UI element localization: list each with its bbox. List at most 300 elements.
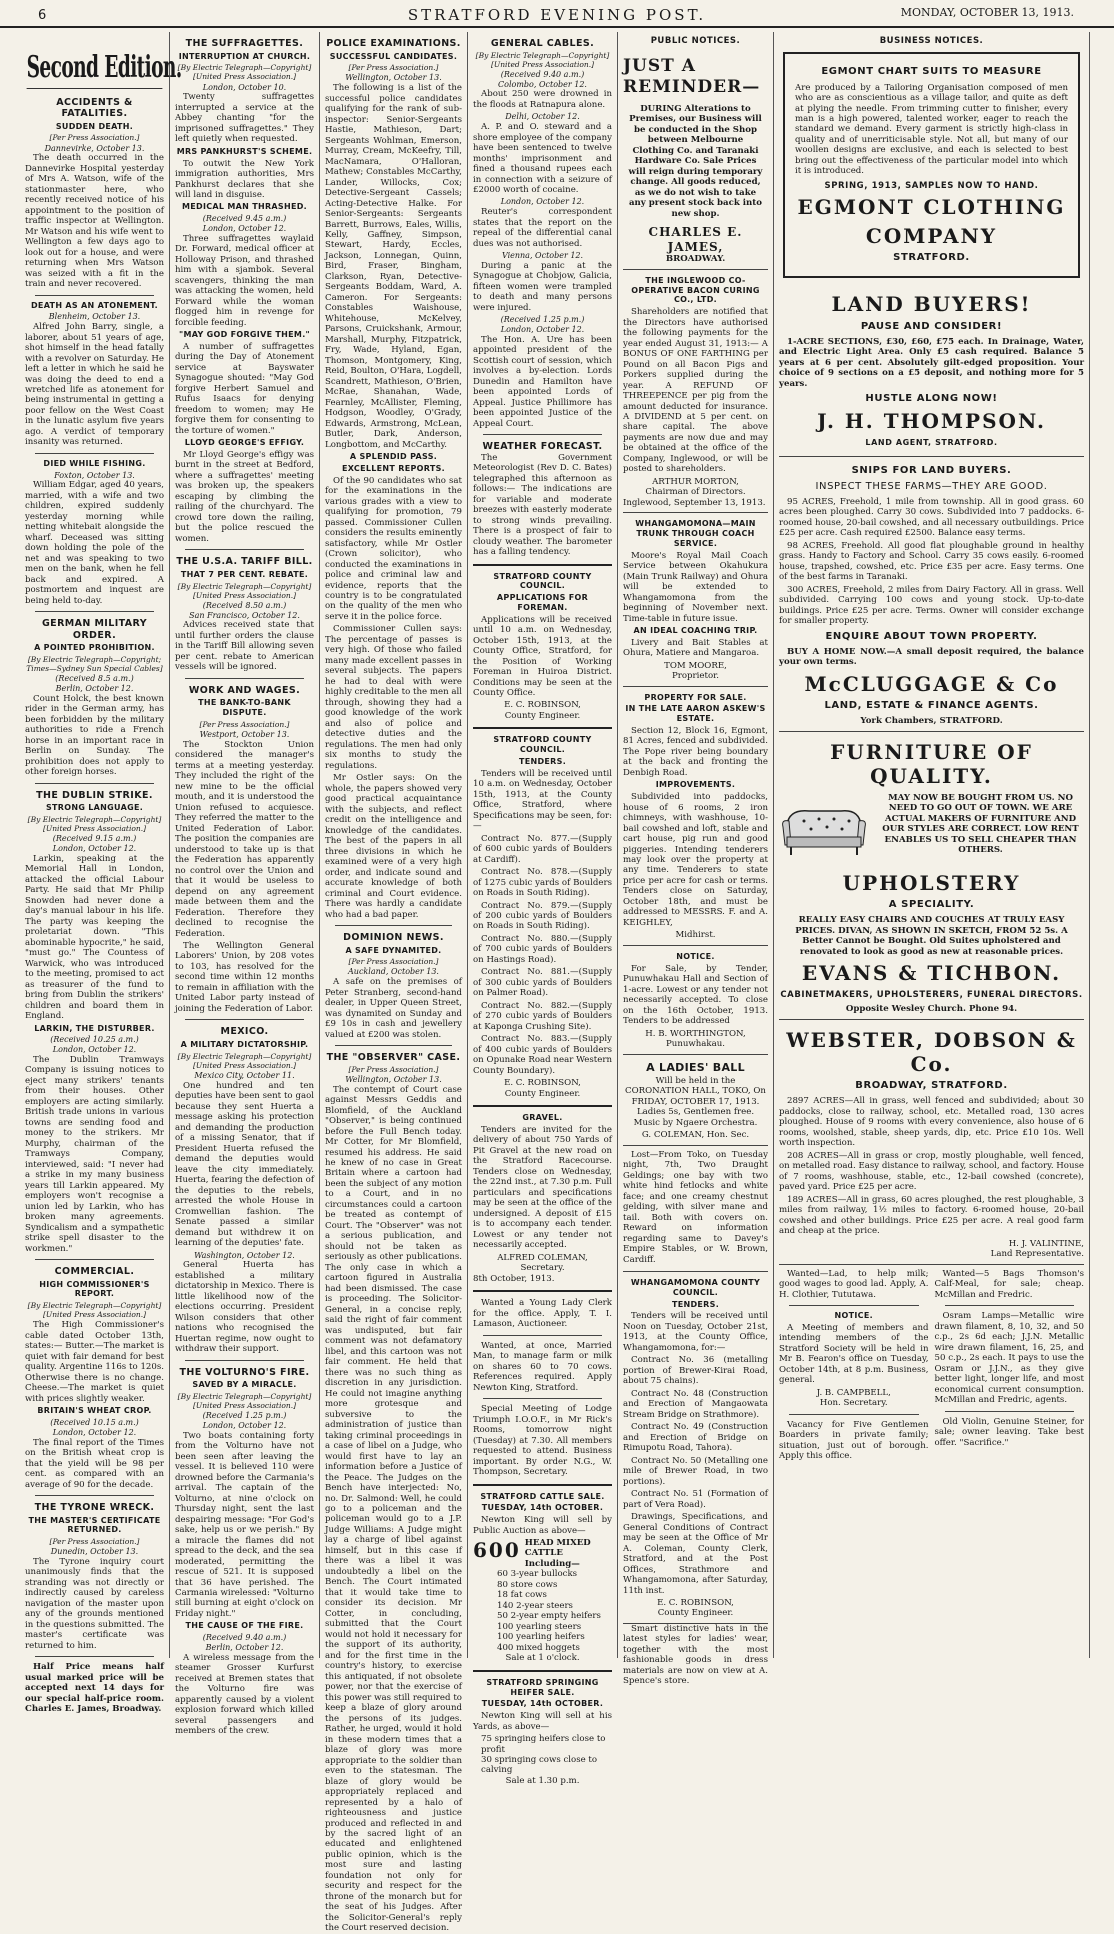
article-body: The final report of the Times on the British wheat crop is that the yield will be 98 per cent. as compared with an average of 90 for the decade. <box>25 1437 164 1490</box>
list-item: 80 store cows <box>497 1579 558 1590</box>
signature: ARTHUR MORTON, <box>652 476 739 487</box>
public-notices-header: PUBLIC NOTICES. <box>650 36 741 46</box>
agency-line: [Per Press Association.] <box>199 719 290 729</box>
article-subtitle: INTERRUPTION AT CHURCH. <box>178 51 311 61</box>
agency-line: [By Electric Telegraph—Copyright; Times—Sydney Sun Special Cables] <box>26 655 163 674</box>
list-item: Contract No. 877.—(Supply of 600 cubic yards of Boulders at Cardiff). <box>473 833 612 865</box>
article-subtitle: THE MASTER'S CERTIFICATE RETURNED. <box>28 1515 161 1535</box>
notice-subtitle: IMPROVEMENTS. <box>655 780 736 790</box>
article-title: THE CAUSE OF THE FIRE. <box>185 1621 304 1631</box>
divider <box>35 1656 154 1657</box>
ad-title: LAND BUYERS! <box>831 292 1032 317</box>
ad-subtitle: UPHOLSTERY <box>842 870 1021 895</box>
article-body: Mr Lloyd George's effigy was burnt in the street at Bedford, where a suffragettes' meeting was broken up, the speakers escaping by climbing the railing of the churchyard. The crowd tore down the railing, but the police rescued the women. <box>175 449 314 544</box>
divider <box>185 549 304 550</box>
dateline: London, October 10. <box>202 82 287 92</box>
article-body: To outwit the New York immigration authorities, Mrs Pankhurst declares that she will land in disguise. <box>175 158 314 200</box>
agency-line: [Per Press Association.] <box>348 63 439 73</box>
list-item: Contract No. 882.—(Supply of 270 cubic yards of Boulders at Kaponga Crushing Site). <box>473 1000 612 1032</box>
received-line: (Received 9.40 a.m.) <box>202 1633 287 1643</box>
list-item: Contract No. 50 (Metalling one mile of Brewer Road, in two portions). <box>623 1455 768 1487</box>
article-body: One hundred and ten deputies have been sent to gaol because they sent Huerta a message asking his protection and demanding the production of a missing Senator, that if President Huerta refused the demand the deputies would leave the city immediately. Huerta, fearing the defection of the deputies to the rebels, arrested the whole House in Cromwellian fashion. The Senate passed a similar demand but withdrew it on learning of the deputies' fate. <box>175 1080 314 1249</box>
article-body: About 250 were drowned in the floods at Ratnapura alone. <box>473 89 612 110</box>
sale-time: Sale at 1.30 p.m. <box>505 1775 580 1786</box>
article-subtitle: EXCELLENT REPORTS. <box>341 463 446 473</box>
article-body: Of the 90 candidates who sat for the examinations in the various grades with a view to qualifying for promotion, 79 passed. Commissioner Cullen considers the results eminently satisfactory, while Mr Ostler (Crown solicitor), who conducted the examinations in police and criminal law and evidence, reports that the country is to be congratulated on the quality of the men who serve it in the police force. <box>325 475 463 622</box>
heifer-list <box>473 1734 612 1776</box>
article-body: The death occurred in the Dannevirke Hospital yesterday of Mrs A. Watson, wife of the stationmaster here, who recently received notice of his appointment to the position of traffic inspector at Wellington. Mr Watson and his wife went to Wellington a few days ago to look out for a house, and were returning when Mrs Watson was seized with a fit in the train and never recovered. <box>25 153 164 290</box>
notice-subtitle: TENDERS. <box>671 1299 720 1309</box>
agency-line: [By Electric Telegraph—Copyright] [United Press Association.] <box>177 1051 312 1070</box>
divider <box>35 295 154 296</box>
cattle-lot <box>473 1538 612 1569</box>
article-title: SUDDEN DEATH. <box>55 121 134 131</box>
dateline: Dannevirke, October 13. <box>44 143 145 153</box>
list-item: 189 ACRES—All in grass, 60 acres ploughed, the rest ploughable, 3 miles from railway, 1½ miles to factory. 6-roomed house, 20-bail cowshed and other buildings. Price £25 per acre. A real good farm and cheap at the price. <box>779 1194 1084 1237</box>
edition-heading: Second Edition. <box>27 52 163 89</box>
notice-title: A LADIES' BALL <box>646 1060 745 1074</box>
dateline: Blenheim, October 13. <box>48 312 141 322</box>
notice-body: Shareholders are notified that the Directors have authorised the following payments for the year ended August 31, 1913:— A BONUS OF ONE FARTHING per Pound on all Bacon Pigs and Porkers supplied during the year. A REFUND OF THREEPENCE per pig from the amount deducted for insurance. A DIVIDEND at 5 per cent. on share capital. The above payments are now due and may be obtained at the office of the Company, Inglewood, or will be posted to shareholders. <box>623 307 768 475</box>
notice-title: STRATFORD COUNTY COUNCIL. <box>493 571 592 591</box>
ball-notice <box>623 1055 768 1146</box>
divider <box>35 783 154 784</box>
ad-body: REALLY EASY CHAIRS AND COUCHES AT TRULY EASY PRICES. DIVAN, AS SHOWN IN SKETCH, FROM 52 5s. A Better Cannot be Bought. Old Suites upholstered and renovated to look as good as new at reasonable prices. <box>795 915 1068 957</box>
dateline: Auckland, October 13. <box>348 967 439 977</box>
divider <box>473 1670 612 1672</box>
dateline: London, October 12. <box>52 1427 137 1437</box>
list-item: 140 2-year steers <box>497 1600 573 1611</box>
company-trades: CABINETMAKERS, UPHOLSTERERS, FUNERAL DIRECTORS. <box>780 989 1083 1000</box>
ad-body: 1-ACRE SECTIONS, £30, £60, £75 each. In Drainage, Water, and Electric Light Area. Only £5 cash required. Balance 5 years at 6 per cent. Absolutely gilt-edged proposition. Your choice of 9 sections on a £5 deposit, and nothing more for 5 years. <box>779 336 1084 389</box>
notice-body: Drawings, Specifications, and General Conditions of Contract may be seen at the Office of Mr A. Coleman, County Clerk, Stratford, and at the Post Offices, Strathmore and Whangamomona, after Saturday, 11th inst. <box>623 1512 768 1596</box>
notice-date: 8th October, 1913. <box>473 1273 555 1284</box>
article-body: The Stockton Union considered the manager's terms at a meeting yesterday. They included the right of the new mine to be the official mouth, and it is understood the Union refused to acquiesce. They referred the matter to the United Federation of Labor. The position the companies are understood to take up is that the Federation has apparently no control over the Union and that it would be useless to depend on any agreement made between them and the Federation. Therefore they declined to recognise the Federation. <box>175 739 314 939</box>
article-body: Three suffragettes waylaid Dr. Forward, medical officer at Holloway Prison, and thrashed him with a sjambok. Several scavengers, thinking the man was attacking the women, held Forward while the woman flogged him in revenge for forcible feeding. <box>175 233 314 328</box>
list-item: 95 ACRES, Freehold, 1 mile from township. All in good grass. 60 acres been ploughed. Carry 30 cows. Subdivided into 7 paddocks. 6-roomed house, 20-bail cowshed, and all necessary outbuildings. Price £25 per acre. Cash required £2500. Balance easy terms. <box>779 496 1084 539</box>
article-body: Two boats containing forty from the Volturno have not been seen after leaving the vessel. It is believed 110 were drowned before the Carmania's arrival. The captain of the Volturno, at nine o'clock on Thursday night, sent the last despairing message: "For God's sake, help us or we perish." By a miracle the flames did not spread to the deck, and the sea moderated, permitting the rescue of 521. It is supposed that 36 have perished. The Carmania wirelessed: "Volturno still burning at eight o'clock on Friday night." <box>175 1430 314 1619</box>
agency-line: [By Electric Telegraph—Copyright] [United Press Association.] <box>177 581 312 600</box>
list-item: 75 springing heifers close to profit <box>481 1734 606 1755</box>
classifieds-row <box>779 1265 1084 1464</box>
classified-ad: Wanted, at once, Married Man, to manage farm or milk on shares 60 to 70 cows. References required. Apply Newton King, Stratford. <box>473 1340 612 1393</box>
notice-title: NOTICE. <box>834 1311 873 1321</box>
article-title: WEATHER FORECAST. <box>482 441 603 453</box>
newspaper-title: STRATFORD EVENING POST. <box>407 6 707 24</box>
article-title: THE SUFFRAGETTES. <box>185 38 304 49</box>
business-notices-header: BUSINESS NOTICES. <box>879 36 984 46</box>
dateline: Berlin, October 12. <box>55 684 134 694</box>
article-title: THE DUBLIN STRIKE. <box>36 789 153 801</box>
masthead <box>0 0 1114 28</box>
dateline: Vienna, October 12. <box>501 251 584 261</box>
notice-subtitle: APPLICATIONS FOR FOREMAN. <box>496 593 589 612</box>
signature-title: County Engineer. <box>504 710 581 721</box>
agent-name: J. H. THOMPSON. <box>817 409 1046 434</box>
agent-signature: LAND, ESTATE & FINANCE AGENTS. <box>824 700 1039 712</box>
article-body: Larkin, speaking at the Memorial Hall in London, attacked the official Labour Party. He said that Mr Philip Snowden had never done a day's manual labour in his life. The party was keeping the proletariat down. "This abominable hypocrite," he said, "must go." The Countess of Warwick, who was introduced to the meeting, promised to act as treasurer of the fund to bring from Dublin the strikers' children and board them in England. <box>25 853 164 1022</box>
agency-line: [Per Press Association.] <box>348 1064 439 1074</box>
list-item: 208 ACRES—All in grass or crop, mostly ploughable, well fenced, on metalled road. Easy distance to railway, school, and factory. House of 7 rooms, washhouse, stable, etc., 12-bail cowshed (concrete), paved yard. Price £25 per acre. <box>779 1150 1084 1193</box>
dateline: London, October 12. <box>52 844 137 854</box>
divider <box>473 727 612 729</box>
signature: E. C. ROBINSON, <box>504 1078 581 1089</box>
dateline: Dunedin, October 13. <box>50 1547 139 1557</box>
divider <box>335 925 452 926</box>
signature-title: Secretary. <box>520 1263 565 1274</box>
dateline: Westport, October 13. <box>199 730 290 740</box>
notice-title: GRAVEL. <box>522 1113 563 1123</box>
article-body: The contempt of Court case against Messrs Geddis and Blomfield, of the Auckland "Observer," is being continued before the Full Bench today. Mr Cotter, for Mr Blomfield, resumed his address. He said he knew of no case in Great Britain where a cartoon had been the subject of any motion to a Court, and in no circumstances could a cartoon be treated as contempt of Court. The "Observer" was not a serious publication, and should not be taken as seriously as other publications. The only case in which a cartoon figured in Australia had been dismissed. The case is proceeding. The Solicitor-General, in a concise reply, said the right of fair comment was undisputed, but fair comment was not defamatory libel, and this cartoon was not fair comment. He held that there was no such thing as discretion in any jurisdiction. He could not imagine anything more grotesque and subversive to the administration of justice than taking criminal proceedings in a case of libel on a Judge, who would first have to lay an information before a Justice of the Peace. The Judges on the Bench have interjected: No, no. Dr. Salmond: Well, he could go to a policeman and the policeman would go to a J.P. Judge Williams: A Judge might lay a charge of libel against himself, but in this case if there was a libel it was undoubtedly a libel on the Bench. The Court intimated that it would take time to consider its decision. Mr Cotter, in concluding, submitted that the Court would not hold it necessary for the support of its authority, and for the first time in the country's history, to exercise this antiquated, if not obsolete power, nor that the exercise of this power was still required to keep a blaze of glory around the persons of its judges. Rather, he urged, would it hold in these modern times that a blaze of glory was more appropriate to the soldier than even to the statesman. The blaze of glory would be appropriately replaced and represented by a halo of righteousness and justice produced and reflected in and by the sacred light of an educated and enlightened public opinion, which is the most sure and lasting foundation not only for security and respect for the throne of the monarch but for the seat of his Judges. After the Solicitor-General's reply the Court reserved decision. <box>325 1084 462 1934</box>
agency-line: [By Electric Telegraph—Copyright] [United Press Association.] <box>177 63 312 82</box>
agency-line: [By Electric Telegraph—Copyright] [United Press Association.] <box>177 1391 312 1411</box>
divider <box>945 1305 1075 1306</box>
notice-body: For Sale, by Tender, Punuwhakau Hall and Section of 1-acre. Lowest or any tender not necessarily accepted. To close on the 16th October, 1913. Tenders to be addressed <box>623 963 768 1027</box>
ad-address: BROADWAY. <box>665 254 726 265</box>
dateline: Washington, October 12. <box>194 1250 295 1260</box>
list-item: 30 springing cows close to calving <box>481 1754 598 1776</box>
list-item: Contract No. 36 (metalling portion of Brewer-Kirai Road, about 75 chains). <box>623 1355 768 1387</box>
article-subtitle: SAVED BY A MIRACLE. <box>192 1380 297 1390</box>
list-item: 400 mixed hoggets <box>497 1642 580 1653</box>
article-title: "MAY GOD FORGIVE THEM." <box>178 330 311 340</box>
notice-body: Tenders will be received until Noon on Tuesday, October 21st, 1913, at the County Office, Whangamomona, for:— <box>623 1311 768 1353</box>
article-body: Commissioner Cullen says: The percentage of passes is very high. Of those who failed many made excellent passes in several subjects. The papers he had to deal with were highly creditable to the men all through, showing they had a good knowledge of the work and also of police and detective duties and the regulations. The men had only six months to study the regulations. <box>325 624 462 771</box>
column-3 <box>320 32 468 1934</box>
article-title: POLICE EXAMINATIONS. <box>326 38 461 49</box>
article-title: MEXICO. <box>220 1026 269 1038</box>
list-item: Contract No. 880.—(Supply of 700 cubic yards of Boulders on Hastings Road). <box>473 933 612 965</box>
list-item: 60 3-year bullocks <box>497 1569 578 1580</box>
article-title: MRS PANKHURST'S SCHEME. <box>176 146 313 156</box>
notice-subtitle: TUESDAY, 14th OCTOBER. <box>481 1503 604 1513</box>
received-line: (Received 1.25 p.m.) <box>500 315 585 325</box>
article-subtitle: A MILITARY DICTATORSHIP. <box>180 1039 309 1049</box>
signature: E. C. ROBINSON, <box>504 700 581 711</box>
notice-body: Tenders will be received until 10 a.m. on Wednesday, October 15th, 1913, at the County Office, Stratford, where Specifications may be seen, for:— <box>473 768 612 832</box>
agent-signature: LAND AGENT, STRATFORD. <box>865 437 998 447</box>
article-subtitle: STRONG LANGUAGE. <box>45 803 144 813</box>
dateline: San Francisco, October 12. <box>189 610 300 620</box>
article-title: GENERAL CABLES. <box>490 38 595 49</box>
divider <box>185 678 304 679</box>
notice-body: A Meeting of members and intending members of the Stratford Society will be held in Mr B. Fearon's office on Tuesday, October 14th, at 8 p.m. Business, general. <box>779 1322 929 1386</box>
dateline: Delhi, October 12. <box>505 112 580 122</box>
article-body: The High Commissioner's cable dated October 13th, states:— Butter.—The market is quiet with fair demand for best quality. Argentine 116s to 120s. Otherwise there is no change. Cheese.—The market is quiet with prices slightly weaker. <box>25 1320 164 1404</box>
notice-body: Tenders are invited for the delivery of about 750 Yards of Pit Gravel at the new road on the Stratford Racecourse. Tenders close on Wednesday, the 22nd inst., at 7.30 p.m. Full particulars and specifications may be seen at the office of the undersigned. A deposit of £15 is to accompany each tender. Lowest or any tender not necessarily accepted. <box>473 1124 612 1251</box>
signature: E. C. ROBINSON, <box>657 1597 734 1608</box>
divider <box>35 453 154 454</box>
article-subtitle: SUCCESSFUL CANDIDATES. <box>329 51 458 61</box>
divider <box>483 1398 602 1399</box>
agency-line: [Per Press Association.] <box>348 957 439 967</box>
divider <box>483 1335 602 1336</box>
article-subtitle: THE BANK-TO-BANK DISPUTE. <box>198 698 291 718</box>
agent-address: York Chambers, STRATFORD. <box>860 716 1003 727</box>
article-title: THE VOLTURNO'S FIRE. <box>179 1366 310 1378</box>
dateline: Wellington, October 13. <box>345 73 442 83</box>
divider <box>473 1484 612 1486</box>
signature-title: County Engineer. <box>504 1088 581 1099</box>
received-line: (Received 9.45 a.m.) <box>202 214 287 224</box>
classified-ad: Wanted—Lad, to help milk; good wages to good lad. Apply, A. H. Clothier, Tututawa. <box>779 1268 929 1300</box>
column-1 <box>20 32 182 1715</box>
signature: G. COLEMAN, Hon. Sec. <box>641 1130 750 1141</box>
divider <box>789 1414 919 1415</box>
article-subtitle: A SAFE DYNAMITED. <box>345 945 442 955</box>
notice-title: STRATFORD SPRINGING HEIFER SALE. <box>486 1677 599 1697</box>
list-item: Contract No. 883.—(Supply of 400 cubic yards of Boulders on Opunake Road near Western County Boundary). <box>473 1034 612 1076</box>
article-title: A SPLENDID PASS. <box>349 452 438 462</box>
notice-title: WHANGAMOMONA—MAIN TRUNK THROUGH COACH SERVICE. <box>635 519 756 548</box>
list-item: 50 2-year empty heifers <box>497 1611 601 1622</box>
dateline: Berlin, October 12. <box>205 1642 284 1652</box>
company-name: WEBSTER, DOBSON & Co. <box>786 1027 1077 1076</box>
ad-title: SNIPS FOR LAND BUYERS. <box>851 464 1012 476</box>
ad-signature: CHARLES E. JAMES, <box>648 225 743 254</box>
section-heading: ACCIDENTS & FATALITIES. <box>56 96 133 120</box>
article-body: Twenty suffragettes interrupted a service at the Abbey chanting "for the imprisoned suffragettes." They left quietly when requested. <box>175 92 314 145</box>
notice-title: THE INGLEWOOD CO-OPERATIVE BACON CURING CO., LTD. <box>631 275 760 305</box>
article-title: HIGH COMMISSIONER'S REPORT. <box>39 1279 150 1299</box>
article-body: Count Holck, the best known rider in the German army, has been forbidden by the military authorities to ride a French horse in an important race in Berlin on Sunday. The prohibition does not apply to other foreign horses. <box>25 693 164 778</box>
classified-ad: Wanted—5 Bags Thomson's Calf-Meal, for sale; cheap. McMillan and Fredric. <box>934 1268 1084 1300</box>
company-name: EGMONT CLOTHING <box>797 195 1066 220</box>
property-sale-notice <box>623 687 768 946</box>
article-body: The Hon. A. Ure has been appointed president of the Scottish court of session, which involves a by-election. Lords Dunedin and Hamilton have been appointed Lords of Appeal. Justice Phillimore has been appointed Justice of the Appeal Court. <box>473 334 612 429</box>
article-title: DIED WHILE FISHING. <box>43 458 146 468</box>
list-item: Contract No. 49 (Construction and Erection of Bridge on Rimupotu Road, Tahora). <box>623 1422 768 1454</box>
signature-title: Hon. Secretary. <box>819 1398 888 1409</box>
article-title: DOMINION NEWS. <box>343 932 444 944</box>
dateline: London, October 12. <box>202 223 287 233</box>
notice-body: Section 12, Block 16, Egmont, 81 Acres, fenced and subdivided. The Pope river being boundary at the back and fronting the Denbigh Road. <box>623 725 768 778</box>
cattle-list <box>473 1569 612 1653</box>
notice-subtitle: TUESDAY, 14th OCTOBER. <box>481 1699 604 1709</box>
notice-subtitle: AN IDEAL COACHING TRIP. <box>633 625 758 635</box>
article-title: MEDICAL MAN THRASHED. <box>181 202 308 212</box>
notice-date: Inglewood, September 13, 1913. <box>623 497 766 508</box>
agent-name: McCLUGGAGE & Co <box>804 671 1059 696</box>
dateline: Mexico City, October 11. <box>194 1071 295 1080</box>
article-title: THE TYRONE WRECK. <box>34 1502 155 1513</box>
land-buyers-ad <box>779 284 1084 456</box>
article-body: A safe on the premises of Peter Stranberg, second-hand dealer, in Upper Queen Street, was dynamited on Sunday and £9 10s in cash and jewellery valued at £200 was stolen. <box>325 977 462 1040</box>
dateline: Colombo, October 12. <box>498 79 587 89</box>
divider <box>185 1019 304 1020</box>
ad-title: EGMONT CHART SUITS TO MEASURE <box>821 66 1042 78</box>
notice-body: Moore's Royal Mail Coach Service between Okahukura (Main Trunk Railway) and Ohura will be extended to Whangamomona from the beginning of November next. Time-table in future issue. <box>623 550 768 624</box>
egmont-clothing-ad <box>783 52 1080 278</box>
article-body: The following is a list of the successful police candidates qualifying for the rank of sub-inspector: Senior-Sergeants Hastie, Mathieson, Dart; Sergeants Wohlman, Emerson, Murray, Cream, McKeefry, Till, MacNamara, O'Halloran, Mathew; Constables McCarthy, Lander, Willocks, Cox; Detective-Sergeant Cassels; Acting-Detective Halke. For Senior-Sergeants: Sergeants Barrett, Burrows, Eales, Willis, Kelly, Gaffney, Simpson, Stewart, Hardy, Eccles, Jackson, Lonnegan, Quinn, Bird, Fraser, Bingham, Clarkson, Ryan, Detective-Sergeants Boddam, Ward, A. Cameron. For Sergeants: Constables Waishouse, Whitehouse, McKelvey, Parsons, Cruickshank, Armour, Marshall, Murphy, Fitzpatrick, Fry, Wade, Hyland, Egan, Thomson, Montgomery, King, Reid, Boulton, O'Hara, Logdell, Scandrett, Mathieson, O'Brien, McRae, Shanahan, Wade, Fearnley, McAllister, Fleming, Hodgson, Woodley, O'Grady, Edwards, Armstrong, McLean, Butler, Dark, Anderson, Longbottom, and McCarthy. <box>325 83 462 450</box>
signature-title: Chairman of Directors. <box>645 487 746 498</box>
company-name: COMPANY <box>865 223 998 248</box>
reminder-ad <box>623 52 768 270</box>
list-item: 100 yearling heifers <box>497 1632 585 1643</box>
list-item: 2897 ACRES—All in grass, well fenced and subdivided; about 30 paddocks, close to railway, school, etc. Metalled road, 130 acres ploughed. House of 9 rooms with every convenience, also house of 6 rooms, woolshed, stable, sheep yards, dip, etc. Price £10 10s. Well worth inspection. <box>779 1096 1084 1149</box>
company-name: EVANS & TICHBON. <box>801 961 1062 986</box>
article-body: Alfred John Barry, single, a laborer, about 51 years of age, shot himself in the head fatally with a revolver on Saturday. He left a letter in which he said he was doing the deed to end a wretched life as atonement for being instrumental in getting a poor fellow on the West Coast in the lunatic asylum five years ago. A verdict of temporary insanity was returned. <box>25 322 164 448</box>
notice-body: Lost—From Toko, on Tuesday night, 7th, Two Draught Geldings; one bay with two white hind fetlocks and white face; and one creamy chestnut gelding, with silver mane and tail. Both with covers on. Reward on information regarding same to Davey's Empire Stables, or W. Brown, Cardiff. <box>623 1149 768 1265</box>
article-body: During a panic at the Synagogue at Chobjow, Galicia, fifteen women were trampled to death and many persons were injured. <box>473 260 612 313</box>
ad-callout: ENQUIRE ABOUT TOWN PROPERTY. <box>825 630 1038 642</box>
notice-subtitle: IN THE LATE AARON ASKEW'S ESTATE. <box>625 704 766 724</box>
divider <box>35 1259 154 1260</box>
notice-body: Subdivided into paddocks, house of 6 rooms, 2 iron chimneys, with washhouse, 10-bail cowshed and loft, stable and cart house, pig run and good piggeries. Intending tenderers may look over the property at any time. Tenderers to state price per acre for cash or terms. Tenders close on Saturday, October 18th, and must be addressed to MESSRS. F. and A. KEIGHLEY, <box>623 792 768 928</box>
classified-ad: Special Meeting of Lodge Triumph I.O.O.F., in Mr Rick's Rooms, tomorrow night (Tuesday) at 7.30. All members requested to attend. Business important. By order N.G., W. Thompson, Secretary. <box>473 1404 612 1478</box>
notice-body: Livery and Bait Stables at Ohura, Matiere and Mangaroa. <box>623 637 768 659</box>
divider <box>473 564 612 566</box>
article-body: Advices received state that until further orders the clause in the Tariff Bill allowing seven per cent. rebate to American vessels will be ignored. <box>175 620 314 673</box>
cattle-label: HEAD MIXED CATTLE Including— <box>524 1537 591 1569</box>
dateline: London, October 12. <box>52 1045 137 1055</box>
notice-subtitle: TENDERS. <box>518 756 567 766</box>
section-heading: COMMERCIAL. <box>54 1266 135 1278</box>
ad-subtitle: SPRING, 1913, SAMPLES NOW TO HAND. <box>824 180 1039 191</box>
signature-title: County Engineer. <box>657 1608 734 1619</box>
received-line: (Received 8.5 a.m.) <box>55 674 134 684</box>
list-item: Contract No. 51 (Formation of part of Vera Road). <box>623 1489 768 1510</box>
divider <box>789 1305 919 1306</box>
list-item: Contract No. 881.—(Supply of 300 cubic yards of Boulders on Palmer Road). <box>473 967 612 999</box>
list-item: 300 ACRES, Freehold, 2 miles from Dairy Factory. All in grass. Well subdivided. Carrying 100 cows and young stock. Up-to-date buildings. Price £25 per acre. Terms. Owner will consider exchange for smaller property. <box>779 584 1084 627</box>
webster-dobson-ad <box>779 1020 1084 1265</box>
signature-title: Proprietor. <box>671 671 720 682</box>
article-body: The Dublin Tramways Company is issuing notices to eject many strikers' tenants from their houses. Other employers are acting similarly. British trade unions in various towns are sending food and money to the strikers. Mr Murphy, chairman of the Tramways Company, interviewed, said: "I never had a strike in my many business years till Larkin appeared. My employers won't recognise a union led by Larkin, who has broken many agreements. Syndicalism and a sympathetic strike spell disaster to the workmen." <box>25 1054 164 1254</box>
article-body: A wireless message from the steamer Grosser Kurfurst received at Bremen states that the Volturno fire was apparently caused by a violent explosion forward which killed several passengers and members of the crew. <box>175 1652 314 1737</box>
list-item: Contract No. 878.—(Supply of 1275 cubic yards of Boulders on Roads in South Riding). <box>473 867 612 899</box>
classified-ad: Smart distinctive hats in the latest styles for ladies' wear, together with the most fashionable goods in dress materials are now on view at A. Spence's store. <box>623 1623 768 1687</box>
ad-subtitle: INSPECT THESE FARMS—THEY ARE GOOD. <box>815 480 1048 492</box>
ad-tagline: HUSTLE ALONG NOW! <box>865 393 998 405</box>
lost-horses-notice <box>623 1146 768 1272</box>
notice-title: NOTICE. <box>676 951 715 961</box>
company-address: Opposite Wesley Church. Phone 94. <box>845 1004 1018 1015</box>
ad-body: DURING Alterations to Premises, our Business will be conducted in the Shop between Melbourne Clothing Co. and Taranaki Hardware Co. Sale Prices will reign during temporary change. All goods reduced, as we do not wish to take any present stock back into new shop. <box>628 103 763 219</box>
bacon-company-notice <box>623 270 768 513</box>
received-line: (Received 9.15 a.m.) <box>52 834 137 844</box>
dateline: Foxton, October 13. <box>54 470 135 480</box>
ad-speciality: A SPECIALITY. <box>888 899 975 911</box>
received-line: (Received 1.25 p.m.) <box>202 1411 287 1421</box>
page-number: 6 <box>38 8 47 23</box>
article-title: WORK AND WAGES. <box>188 684 301 696</box>
received-line: (Received 8.50 a.m.) <box>202 600 287 610</box>
received-line: (Received 10.25 a.m.) <box>50 1035 139 1045</box>
article-body: The Tyrone inquiry court unanimously finds that the stranding was not directly or indirectly caused by careless navigation of the master upon any of the grounds mentioned in the questions submitted. The master's certificate was returned to him. <box>25 1556 164 1651</box>
signature-title: Punuwhakau. <box>666 1039 725 1050</box>
list-item: Contract No. 48 (Construction and Erection of Mangaowata Stream Bridge on Strathmore). <box>623 1388 768 1420</box>
signature: H. J. VALINTINE, <box>1008 1238 1084 1249</box>
list-item: Contract No. 879.—(Supply of 200 cubic yards of Boulders on Roads in South Riding). <box>473 900 612 932</box>
notice-body: Newton King will sell at his Yards, as above— <box>473 1711 612 1732</box>
article-title: DEATH AS AN ATONEMENT. <box>30 300 158 310</box>
contract-list <box>473 834 612 1077</box>
article-body: Reuter's correspondent states that the report on the repeal of the differential canal dues was not authorised. <box>473 207 612 249</box>
dateline: London, October 12. <box>500 325 585 335</box>
agency-line: [Per Press Association.] <box>49 133 140 143</box>
article-title: LARKIN, THE DISTURBER. <box>34 1023 155 1033</box>
agency-line: [By Electric Telegraph—Copyright] [United Press Association.] <box>27 815 162 834</box>
article-body: A number of suffragettes during the Day of Atonement service at Bayswater Synagogue shouted: "May God forgive Herbert Samuel and Rufus Isaacs for denying freedom to women; may He forgive them for consenting to the torture of women." <box>175 341 314 436</box>
article-title: GERMAN MILITARY ORDER. <box>41 618 147 641</box>
article-body: Mr Ostler says: On the whole, the papers showed very good practical acquaintance with the subjects, and reflect credit on the intelligence and knowledge of the candidates. The best of the papers in all three divisions in which he examined were of a very high order, and indicate sound and accurate knowledge of both criminal and Court evidence. There was hardly a candidate who had a bad paper. <box>325 773 462 920</box>
issue-date: MONDAY, OCTOBER 13, 1913. <box>900 6 1074 19</box>
classified-ad: Old Violin, Genuine Steiner, for sale; owner leaving. Take best offer. "Sacrifice." <box>934 1416 1084 1448</box>
divan-sketch-icon <box>779 797 869 863</box>
list-item: 18 fat cows <box>497 1590 547 1601</box>
ad-body: MAY NOW BE BOUGHT FROM US. NO NEED TO GO OUT OF TOWN. WE ARE ACTUAL MAKERS OF FURNITURE AND OUR STYLES ARE CORRECT. LOW RENT ENABLES US TO SELL CHEAPER THAN OTHERS. <box>882 792 1079 856</box>
sale-time: Sale at 1 o'clock. <box>505 1653 580 1664</box>
notice-body: Applications will be received until 10 a.m. on Wednesday, October 15th, 1913, at the County Office, Stratford, for the Position of Working Foreman in Huiroa District. Conditions may be seen at the County Office. <box>473 614 612 698</box>
divider <box>185 1360 304 1361</box>
divider <box>473 1105 612 1107</box>
signature-title: Land Representative. <box>990 1249 1084 1260</box>
notice-title: STRATFORD COUNTY COUNCIL. <box>493 735 592 755</box>
article-body: The Government Meteorologist (Rev D. C. Bates) telegraphed this afternoon as follows:— The indications are for variable and moderate breezes with easterly moderate to strong winds prevailing. There is a prospect of fair to cloudy weather. The barometer has a falling tendency. <box>473 452 612 558</box>
signature: J. B. CAMPBELL, <box>816 1387 891 1398</box>
article-body: General Huerta has established a military dictatorship in Mexico. There is little likelihood now of the elections occurring. President Wilson considers that other nations who recognised the Huertan regime, now ought to withdraw their support. <box>175 1260 314 1355</box>
agency-line: [By Electric Telegraph—Copyright] [United Press Association.] <box>475 50 610 69</box>
article-title: THE U.S.A. TARIFF BILL. <box>176 556 313 568</box>
ad-title: JUST A REMINDER— <box>623 56 761 98</box>
county-tenders-notice <box>623 1272 768 1624</box>
signature: Midhirst. <box>675 930 716 941</box>
divider <box>335 1045 452 1046</box>
column-6 <box>774 32 1090 1658</box>
snips-ad <box>779 457 1084 732</box>
signature: H. B. WORTHINGTON, <box>645 1028 746 1039</box>
article-subtitle: A POINTED PROHIBITION. <box>34 643 155 653</box>
classified-ad: Vacancy for Five Gentlemen Boarders in private family; situation, just out of borough. Apply this office. <box>779 1419 929 1462</box>
article-title: THE "OBSERVER" CASE. <box>326 1052 461 1064</box>
divider <box>35 1495 154 1496</box>
company-address: BROADWAY, STRATFORD. <box>855 1080 1008 1092</box>
coach-service-notice <box>623 513 768 686</box>
article-body: A. P. and O. steward and a shore employee of the company have been sentenced to twelve months' imprisonment and fined a thousand rupees each in connection with a seizure of £2000 worth of cocaine. <box>473 122 612 195</box>
divider <box>35 611 154 612</box>
column-5 <box>618 32 774 1687</box>
article-body: William Edgar, aged 40 years, married, with a wife and two children, expired suddenly yesterday morning while netting whitebait alongside the wharf. Deceased was sitting down holding the pole of the net and was speaking to two men on the bank, when he fell back and expired. A postmortem and inquest are being held to-day. <box>25 480 164 606</box>
article-body: The Wellington General Laborers' Union, by 208 votes to 103, has resolved for the second time within 12 months to remain in affiliation with the United Labor party instead of joining the Federation of Labor. <box>175 941 314 1014</box>
notice-title: STRATFORD CATTLE SALE. <box>480 1491 605 1501</box>
ad-body: BUY A HOME NOW.—A small deposit required, the balance your own terms. <box>779 646 1084 668</box>
received-line: (Received 9.40 a.m.) <box>500 69 585 79</box>
notice-body: Will be held in the CORONATION HALL, TOKO, On FRIDAY, OCTOBER 17, 1913. Ladies 5s, Gentlemen free. Music by Ngaere Orchestra. <box>625 1075 766 1128</box>
dateline: London, October 12. <box>500 197 585 207</box>
ad-body: Are produced by a Tailoring Organisation composed of men who are as conscientious as a village tailor, and quite as deft at plying the needle. From trimming cutter to finisher, every man is a high powered, talented worker, eager to reach the standard we demand. Every garment is strictly high-class in quality and of unerriticisable style. Not all, but many of our woollen designs are exclusive, and each is selected to best bring out the effectiveness of the particular model into which it is introduced. <box>795 82 1068 177</box>
furniture-ad <box>779 732 1084 1020</box>
hall-sale-notice <box>623 946 768 1055</box>
notice-title: PROPERTY FOR SALE. <box>644 692 747 702</box>
article-subtitle: THAT 7 PER CENT. REBATE. <box>180 569 309 579</box>
notice-title: WHANGAMOMONA COUNTY COUNCIL. <box>630 1278 761 1297</box>
divider <box>473 1290 612 1292</box>
divider <box>483 434 602 435</box>
classified-ad: Osram Lamps—Metallic wire drawn filament, 8, 10, 32, and 50 c.p., 2s 6d each; J.J.N. Metallic wire drawn filament, 16, 25, and 50 c.p., 2s each. It pays to use the Osram or J.J.N., as they give better light, longer life, and most economical current consumption. McMillan and Fredric, agents. <box>934 1311 1084 1406</box>
received-line: (Received 10.15 a.m.) <box>50 1418 139 1428</box>
agency-line: [By Electric Telegraph—Copyright] [United Press Association.] <box>27 1301 162 1320</box>
notice-body: Newton King will sell by Public Auction as above— <box>473 1515 612 1536</box>
classified-ad: Wanted a Young Lady Clerk for the office. Apply, T. I. Lamason, Auctioneer. <box>473 1298 612 1330</box>
dateline: Wellington, October 13. <box>345 1074 442 1084</box>
advert-text: Half Price means half usual marked price will be accepted next 14 days for our special half-price room. Charles E. James, Broadway. <box>25 1662 164 1715</box>
agency-line: [Per Press Association.] <box>49 1537 140 1547</box>
ad-subtitle: PAUSE AND CONSIDER! <box>860 320 1003 332</box>
article-title: BRITAIN'S WHEAT CROP. <box>37 1406 152 1416</box>
divider <box>945 1411 1075 1412</box>
column-4 <box>468 32 618 1786</box>
